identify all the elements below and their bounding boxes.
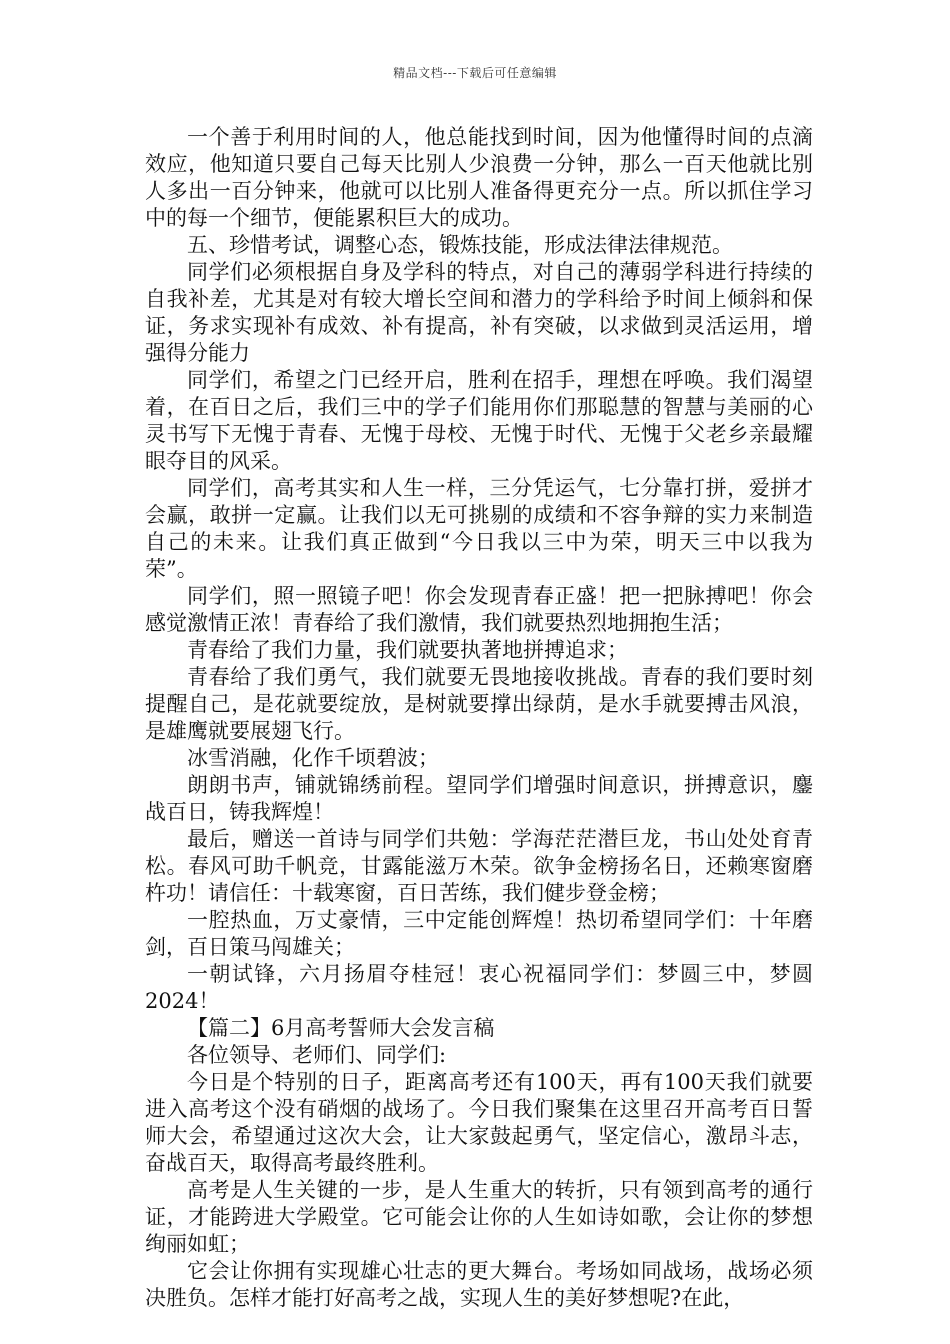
paragraph: 青春给了我们力量，我们就要执著地拼搏追求； (187, 638, 628, 662)
paragraph: 同学们，高考其实和人生一样，三分凭运气，七分靠打拼，爱拼才会赢，敢拼一定赢。让我们以无可挑剔的成绩和不容争辩的实力来制造自己的未来。让我们真正做到“今日我以三中为荣，明天三中以我为荣”。 (145, 476, 813, 581)
paragraph: 一朝试锋，六月扬眉夺桂冠！衷心祝福同学们：梦圆三中，梦圆2024！ (145, 962, 813, 1013)
section-heading: 【篇二】6月高考誓师大会发言稿 (187, 1016, 495, 1040)
paragraph: 同学们，希望之门已经开启，胜利在招手，理想在呼唤。我们渴望着，在百日之后，我们三中的学子们能用你们那聪慧的智慧与美丽的心灵书写下无愧于青春、无愧于母校、无愧于时代、无愧于父老乡亲最耀眼夺目的风采。 (145, 368, 813, 473)
paragraph: 同学们，照一照镜子吧！你会发现青春正盛！把一把脉搏吧！你会感觉激情正浓！青春给了我们激情，我们就要热烈地拥抱生活； (145, 584, 813, 635)
paragraph: 最后，赠送一首诗与同学们共勉：学海茫茫潜巨龙，书山处处育青松。春风可助千帆竞，甘露能滋万木荣。欲争金榜扬名日，还赖寒窗磨杵功！请信任：十载寒窗，百日苦练，我们健步登金榜； (145, 827, 813, 905)
page-header: 精品文档---下载后可任意编辑 (393, 66, 557, 80)
paragraph: 朗朗书声，铺就锦绣前程。望同学们增强时间意识，拼搏意识，鏖战百日，铸我辉煌！ (145, 773, 813, 824)
paragraph: 一个善于利用时间的人，他总能找到时间，因为他懂得时间的点滴效应，他知道只要自己每天比别人少浪费一分钟，那么一百天他就比别人多出一百分钟来，他就可以比别人准备得更充分一点。所以抓住学习中的每一个细节，便能累积巨大的成功。 (145, 125, 813, 230)
paragraph: 冰雪消融，化作千顷碧波； (187, 746, 439, 770)
paragraph: 同学们必须根据自身及学科的特点，对自己的薄弱学科进行持续的自我补差，尤其是对有较大增长空间和潜力的学科给予时间上倾斜和保证，务求实现补有成效、补有提高，补有突破，以求做到灵活运用，增强得分能力 (145, 260, 813, 365)
paragraph: 它会让你拥有实现雄心壮志的更大舞台。考场如同战场，战场必须决胜负。怎样才能打好高考之战，实现人生的美好梦想呢?在此， (145, 1259, 813, 1310)
paragraph: 今日是个特别的日子，距离高考还有100天，再有100天我们就要进入高考这个没有硝烟的战场了。今日我们聚集在这里召开高考百日誓师大会，希望通过这次大会，让大家鼓起勇气，坚定信心，激昂斗志，奋战百天，取得高考最终胜利。 (145, 1070, 813, 1175)
document-body (145, 124, 813, 1312)
paragraph: 青春给了我们勇气，我们就要无畏地接收挑战。青春的我们要时刻提醒自己，是花就要绽放，是树就要撑出绿荫，是水手就要搏击风浪，是雄鹰就要展翅飞行。 (145, 665, 813, 743)
paragraph: 五、珍惜考试，调整心态，锻炼技能，形成法律法律规范。 (187, 233, 733, 257)
paragraph: 一腔热血，万丈豪情，三中定能创辉煌！热切希望同学们：十年磨剑，百日策马闯雄关； (145, 908, 813, 959)
paragraph: 高考是人生关键的一步，是人生重大的转折，只有领到高考的通行证，才能跨进大学殿堂。它可能会让你的人生如诗如歌，会让你的梦想绚丽如虹； (145, 1178, 813, 1256)
salutation: 各位领导、老师们、同学们: (187, 1043, 447, 1067)
